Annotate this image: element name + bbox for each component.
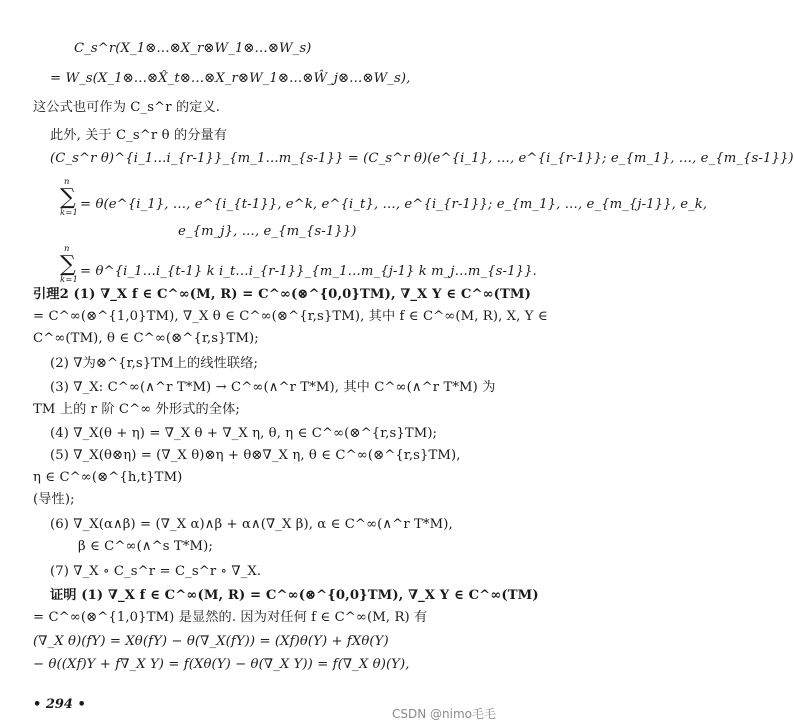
formula-contraction-def: C_s^r(X_1⊗…⊗X_r⊗W_1⊗…⊗W_s) (74, 41, 312, 56)
formula-sum-components: n ∑ k=1 = θ^{i_1…i_{t-1} k i_t…i_{r-1}}_{m_1…m_{j-1} k m_j…m_{s-1}}. (50, 257, 537, 281)
watermark: CSDN @nimo毛毛 (392, 707, 496, 721)
formula-sum-expansion: n ∑ k=1 = θ(e^{i_1}, …, e^{i_{t-1}}, e^k, e^{i_t}, …, e^{i_{r-1}}; e_{m_1}, …, e_{m_{j-1}}, e_k, (50, 190, 707, 214)
paragraph-components-intro: 此外, 关于 C_s^r θ 的分量有 (50, 128, 228, 143)
proof-line-2: (∇_X θ)(fY) = Xθ(fY) − θ(∇_X(fY)) = (Xf)θ(Y) + fXθ(Y) (33, 634, 389, 649)
summation-symbol: n ∑ k=1 (60, 244, 78, 285)
proof-line-3: − θ((Xf)Y + f∇_X Y) = f(Xθ(Y) − θ(∇_X Y)) = f(∇_X θ)(Y), (33, 657, 410, 672)
lemma-2-item-6: (6) ∇_X(α∧β) = (∇_X α)∧β + α∧(∇_X β), α ∈ C^∞(∧^r T*M), (50, 517, 453, 532)
proof-line-1: = C^∞(⊗^{1,0}TM) 是显然的. 因为对任何 f ∈ C^∞(M, R) 有 (33, 610, 428, 625)
lemma-2-item-5-note: (导性); (33, 492, 75, 507)
paragraph-definition-note: 这公式也可作为 C_s^r 的定义. (33, 100, 221, 115)
formula-contraction-value: = W_s(X_1⊗…⊗X̂_t⊗…⊗X_r⊗W_1⊗…⊗Ŵ_j⊗…⊗W_s), (50, 71, 411, 86)
lemma-2-item-3: (3) ∇_X: C^∞(∧^r T*M) → C^∞(∧^r T*M), 其中 C^∞(∧^r T*M) 为 (50, 380, 496, 395)
lemma-2-item-4: (4) ∇_X(θ + η) = ∇_X θ + ∇_X η, θ, η ∈ C^∞(⊗^{r,s}TM); (50, 426, 438, 441)
lemma-2-item-1: 引理2 (1) ∇_X f ∈ C^∞(M, R) = C^∞(⊗^{0,0}TM), ∇_X Y ∈ C^∞(TM) (33, 287, 531, 302)
lemma-2-item-6-cont: β ∈ C^∞(∧^s T*M); (78, 539, 213, 554)
lemma-2-item-5: (5) ∇_X(θ⊗η) = (∇_X θ)⊗η + θ⊗∇_X η, θ ∈ C^∞(⊗^{r,s}TM), (50, 448, 461, 463)
lemma-2-item-1-end: C^∞(TM), θ ∈ C^∞(⊗^{r,s}TM); (33, 331, 259, 346)
lemma-2-item-5-cont: η ∈ C^∞(⊗^{h,t}TM) (33, 470, 183, 485)
lemma-2-item-2: (2) ∇为⊗^{r,s}TM上的线性联络; (50, 356, 259, 371)
proof-heading: 证明 (1) ∇_X f ∈ C^∞(M, R) = C^∞(⊗^{0,0}TM), ∇_X Y ∈ C^∞(TM) (50, 588, 539, 603)
formula-sum-continuation: e_{m_j}, …, e_{m_{s-1}}) (178, 224, 357, 239)
lemma-2-item-7: (7) ∇_X ∘ C_s^r = C_s^r ∘ ∇_X. (50, 564, 262, 579)
summation-symbol: n ∑ k=1 (60, 177, 78, 218)
lemma-2-item-3-cont: TM 上的 r 阶 C^∞ 外形式的全体; (33, 402, 240, 417)
lemma-2-item-1-cont: = C^∞(⊗^{1,0}TM), ∇_X θ ∈ C^∞(⊗^{r,s}TM), 其中 f ∈ C^∞(M, R), X, Y ∈ (33, 309, 548, 324)
formula-components-lhs: (C_s^r θ)^{i_1…i_{r-1}}_{m_1…m_{s-1}} = (C_s^r θ)(e^{i_1}, …, e^{i_{r-1}}; e_{m_1}, …, e_{m_{s-1}}) (50, 151, 794, 166)
page-number: • 294 • (33, 697, 86, 712)
